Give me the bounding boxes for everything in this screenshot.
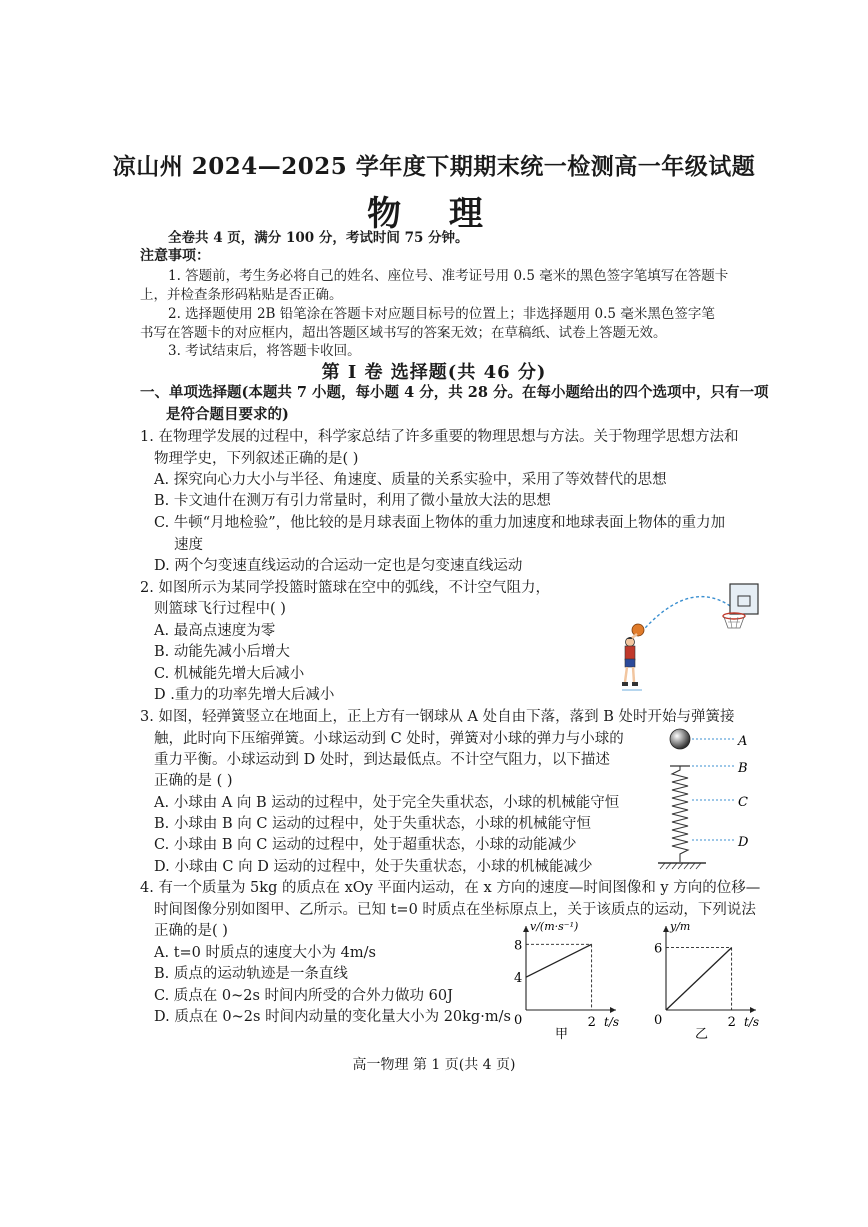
y-tick-label: 6 [654, 941, 663, 957]
q3-option-a: A. 小球由 A 向 B 运动的过程中，处于完全失重状态，小球的机械能守恒 [154, 795, 620, 811]
q2-option-a: A. 最高点速度为零 [154, 623, 276, 639]
q1-option-b: B. 卡文迪什在测万有引力常量时，利用了微小量放大法的思想 [154, 493, 551, 509]
origin-label: 0 [514, 1013, 523, 1028]
q2-stem-a: 2. 如图所示为某同学投篮时篮球在空中的弧线，不计空气阻力， [140, 580, 550, 596]
y-tick-label: 8 [514, 938, 523, 954]
notice-2b: 书写在答题卡的对应框内，超出答题区域书写的答案无效；在草稿纸、试卷上答题无效。 [140, 325, 667, 341]
q3-stem-c: 重力平衡。小球运动到 D 处时，到达最低点。不计空气阻力，以下描述 [154, 752, 610, 768]
x-tick-label: 2 [727, 1015, 736, 1030]
q3-stem-a: 3. 如图，轻弹簧竖立在地面上，正上方有一钢球从 A 处自由下落，落到 B 处时开始与弹簧接 [140, 709, 735, 725]
point-label-d: D [738, 835, 749, 850]
q3-option-b: B. 小球由 B 向 C 运动的过程中，处于失重状态，小球的机械能守恒 [154, 816, 592, 832]
q4-option-c: C. 质点在 0~2s 时间内所受的合外力做功 60J [154, 988, 453, 1004]
y-axis-label: y/m [670, 920, 691, 933]
q1-option-d: D. 两个匀变速直线运动的合运动一定也是匀变速直线运动 [154, 558, 523, 574]
series-line [666, 948, 732, 1010]
q4-stem-c: 正确的是( ) [154, 923, 228, 939]
subject-title: 物 理 [367, 194, 501, 234]
section-title-b: 是符合题目要求的) [166, 406, 289, 423]
part-title: 第 Ⅰ 卷 选择题(共 46 分) [321, 362, 547, 383]
q4-stem-a: 4. 有一个质量为 5kg 的质点在 xOy 平面内运动，在 x 方向的速度—时间图像和 y 方向的位移— [140, 880, 761, 896]
notice-1b: 上，并检查条形码粘贴是否正确。 [140, 287, 343, 303]
x-axis-label: t/s [604, 1015, 620, 1029]
x-axis-arrow [750, 1007, 756, 1013]
y-tick-label: 4 [514, 971, 523, 987]
x-axis-label: t/s [744, 1015, 760, 1029]
exam-info: 全卷共 4 页，满分 100 分，考试时间 75 分钟。 [168, 230, 469, 246]
chart-caption: 乙 [695, 1027, 709, 1040]
q4-stem-b: 时间图像分别如图甲、乙所示。已知 t=0 时质点在坐标原点上，关于该质点的运动，下列说法 [154, 902, 756, 918]
q2-option-d: D .重力的功率先增大后减小 [154, 687, 335, 703]
chart-yi [646, 918, 766, 1040]
q2-option-b: B. 动能先减小后增大 [154, 644, 290, 660]
y-axis-arrow [523, 926, 529, 932]
q3-option-d: D. 小球由 C 向 D 运动的过程中，处于失重状态，小球的机械能减少 [154, 859, 593, 875]
page-footer: 高一物理 第 1 页(共 4 页) [352, 1057, 516, 1073]
q3-stem-b: 触，此时向下压缩弹簧。小球运动到 C 处时，弹簧对小球的弹力与小球的 [154, 731, 624, 747]
q2-option-c: C. 机械能先增大后减小 [154, 666, 305, 682]
exam-title: 凉山州 2024—2025 学年度下期期末统一检测高一年级试题 [112, 153, 756, 180]
point-label-a: A [738, 734, 748, 749]
y-axis-label: v/(m·s⁻¹) [530, 920, 579, 933]
chart-jia [500, 918, 620, 1040]
q4-option-a: A. t=0 时质点的速度大小为 4m/s [154, 945, 376, 961]
notice-2a: 2. 选择题使用 2B 铅笔涂在答题卡对应题目标号的位置上；非选择题用 0.5 毫米黑色签字笔 [168, 306, 715, 322]
origin-label: 0 [654, 1013, 663, 1028]
basketball-figure [612, 578, 762, 698]
point-label-b: B [738, 761, 748, 776]
x-tick-label: 2 [587, 1015, 596, 1030]
q3-stem-d: 正确的是 ( ) [154, 773, 233, 789]
point-label-c: C [738, 795, 748, 810]
q1-stem-a: 1. 在物理学发展的过程中，科学家总结了许多重要的物理思想与方法。关于物理学思想方法和 [140, 429, 739, 445]
section-title-a: 一、单项选择题(本题共 7 小题，每小题 4 分，共 28 分。在每小题给出的四个选项中，只有一项 [140, 384, 769, 401]
spring-figure [650, 724, 760, 872]
q1-stem-b: 物理学史，下列叙述正确的是( ) [154, 451, 359, 467]
notice-1a: 1. 答题前，考生务必将自己的姓名、座位号、准考证号用 0.5 毫米的黑色签字笔填写在答题卡 [168, 268, 729, 284]
q2-stem-b: 则篮球飞行过程中( ) [154, 601, 286, 617]
chart-caption: 甲 [555, 1027, 569, 1040]
q4-option-d: D. 质点在 0~2s 时间内动量的变化量大小为 20kg·m/s [154, 1009, 511, 1025]
q3-option-c: C. 小球由 B 向 C 运动的过程中，处于超重状态，小球的动能减少 [154, 837, 577, 853]
notice-title: 注意事项： [140, 248, 210, 264]
notice-3: 3. 考试结束后，将答题卡收回。 [168, 343, 361, 359]
q1-option-a: A. 探究向心力大小与半径、角速度、质量的关系实验中，采用了等效替代的思想 [154, 472, 667, 488]
q1-option-c2: 速度 [174, 537, 203, 553]
y-axis-arrow [663, 926, 669, 932]
q4-option-b: B. 质点的运动轨迹是一条直线 [154, 966, 348, 982]
x-axis-arrow [610, 1007, 616, 1013]
q1-option-c1: C. 牛顿“月地检验”，他比较的是月球表面上物体的重力加速度和地球表面上物体的重力加 [154, 515, 726, 531]
series-line [526, 944, 592, 977]
